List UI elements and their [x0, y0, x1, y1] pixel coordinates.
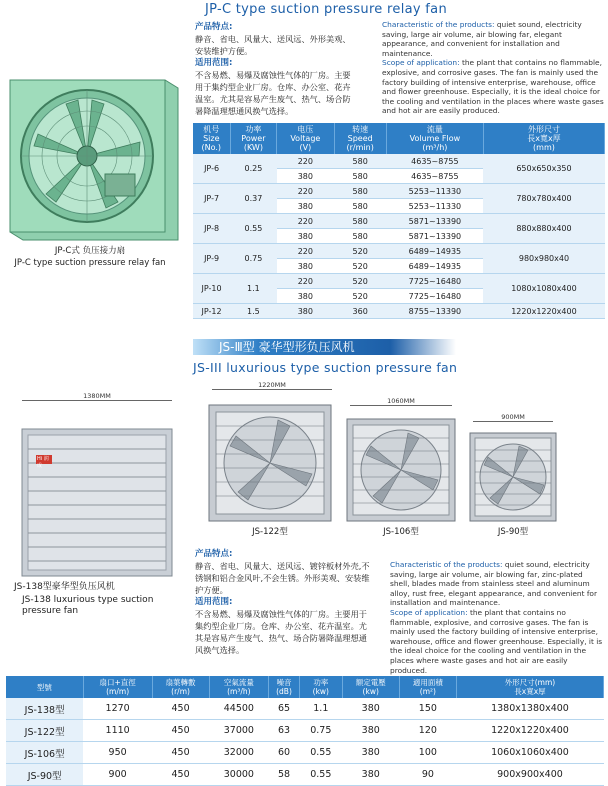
jp-speed-cell: 580 [334, 214, 386, 229]
js-90-label: JS-90型 [497, 527, 529, 537]
table-row [193, 184, 605, 199]
jp-size-cell: JP-7 [193, 184, 230, 214]
table-row [193, 304, 605, 319]
jp-en-app-head: Scope of application: [382, 58, 460, 68]
js-en-feat-head: Characteristic of the products: [390, 560, 503, 569]
js-table-cell: 150 [399, 698, 456, 720]
jp-voltage-cell: 220 [277, 214, 334, 229]
jp-en-feat-head: Characteristic of the products: [382, 20, 495, 29]
js-caption-cn: JS-138型豪华型负压风机 [14, 582, 115, 592]
table-row [6, 720, 604, 742]
jp-size-cell: JP-6 [193, 154, 230, 184]
jp-power-cell: 0.55 [230, 214, 277, 244]
js-table-header: 扇口+直徑 (m/m) [83, 676, 152, 698]
js-banner-text: JS-Ⅲ型 豪华型形负压风机 [219, 340, 355, 354]
js-table-cell: JS-138型 [6, 698, 83, 720]
jp-power-cell: 0.37 [230, 184, 277, 214]
jp-table-header: 电压 Voltage (V) [277, 123, 334, 154]
js-table-header: 功率 (kw) [299, 676, 342, 698]
js-table-cell: 90 [399, 764, 456, 786]
jp-voltage-cell: 380 [277, 199, 334, 214]
jp-size-cell: JP-10 [193, 274, 230, 304]
js-table-cell: 950 [83, 742, 152, 764]
js-table-cell: 1110 [83, 720, 152, 742]
jp-caption-cn: JP-C式 负压接力扇 [54, 246, 126, 256]
js-table-cell: 1.1 [299, 698, 342, 720]
jp-en-app: the plant that contains no flammable, explosive, and corrosive gases. The fan is mainly used the factory building of intensive enterprise, warehouse, office and flower greenhouse. Especially, it is the ideal choice for the cooling and ventilation in the places where waste gases and hot air are easily produced. [382, 58, 604, 116]
jp-dims-cell: 650x650x350 [483, 154, 604, 184]
jp-cn-app: 不含易燃、易爆及腐蚀性气体的厂房。主要用于集约型企业厂房。仓库、办公室、花卉温室。尤其是容易产生废气、热气、场合防暑降温理想通风换气选择。 [195, 70, 351, 116]
js-table-header: 空氣流量 (m³/h) [209, 676, 268, 698]
jp-speed-cell: 580 [334, 169, 386, 184]
jp-cn-block [195, 21, 357, 117]
js-en-app-head: Scope of application: [390, 607, 468, 617]
table-row [193, 274, 605, 289]
js-caption-en: JS-138 luxurious type suction pressure fan [22, 595, 154, 616]
jp-size-cell: JP-9 [193, 244, 230, 274]
js-table-header: 噪音 (dB) [269, 676, 300, 698]
js-138-image [20, 425, 174, 578]
js-90-dim: 900MM [473, 413, 553, 422]
js-90-image [469, 432, 557, 522]
js-table-cell: 120 [399, 720, 456, 742]
jp-flow-cell: 4635~8755 [386, 169, 483, 184]
js-table-header: 外形尺寸(mm) 長x寬x厚 [456, 676, 603, 698]
jp-speed-cell: 580 [334, 184, 386, 199]
js-table-cell: 380 [342, 764, 399, 786]
js-table-cell: 63 [269, 720, 300, 742]
js-table-cell: 1270 [83, 698, 152, 720]
js-table-cell: 450 [152, 720, 209, 742]
js-table-cell: 30000 [209, 764, 268, 786]
js-table-cell: 450 [152, 742, 209, 764]
js-table-header: 額定電壓 (kw) [342, 676, 399, 698]
jp-voltage-cell: 380 [277, 259, 334, 274]
jp-voltage-cell: 380 [277, 169, 334, 184]
js-cn-feat-head: 产品特点: [195, 549, 233, 559]
jp-flow-cell: 5871~13390 [386, 214, 483, 229]
jp-speed-cell: 580 [334, 154, 386, 169]
js-en-app: the plant that contains no flammable, explosive, and corrosive gases. The fan is mainly used the factory building of intensive enterprise, warehouse, office and flower greenhouse. Especially, it is the ideal choice for the cooling and ventilation in the places where waste gases and hot air are easily produced. [390, 607, 603, 675]
jp-voltage-cell: 380 [277, 304, 334, 319]
jp-en-feat: quiet sound, electricity saving, large air volume, air blowing far, elegant appearance, and convenient for installation and maintenance. [382, 20, 582, 58]
js-title: JS-III luxurious type suction pressure fan [193, 360, 458, 375]
js-table-cell: 380 [342, 698, 399, 720]
jp-power-cell: 0.25 [230, 154, 277, 184]
jp-flow-cell: 5253~11330 [386, 199, 483, 214]
jp-power-cell: 1.1 [230, 274, 277, 304]
jp-flow-cell: 7725~16480 [386, 274, 483, 289]
jp-voltage-cell: 220 [277, 244, 334, 259]
js-table-cell: 900 [83, 764, 152, 786]
js-122-dim: 1220MM [212, 381, 332, 390]
jp-spec-table [193, 123, 605, 319]
js-table-cell: 450 [152, 764, 209, 786]
js-brand: Hi 润成 [37, 456, 49, 469]
js-122-image [208, 404, 332, 522]
jp-table-header: 转速 Speed (r/min) [334, 123, 386, 154]
table-row [193, 214, 605, 229]
jp-caption-en: JP-C type suction pressure relay fan [14, 258, 166, 268]
js-table-cell: 380 [342, 742, 399, 764]
js-table-cell: JS-90型 [6, 764, 83, 786]
js-cn-app-head: 适用范围: [195, 597, 233, 607]
table-row [193, 154, 605, 169]
js-cn-app: 不含易燃、易爆及腐蚀性气体的厂房。主要用于集约型企业厂房。仓库、办公室、花卉温室。尤其是容易产生废气、热气、场合防暑降温理想通风换气选择。 [195, 609, 367, 655]
table-row [193, 244, 605, 259]
jp-cn-feat-head: 产品特点: [195, 22, 233, 32]
jp-fan-image [0, 76, 180, 244]
jp-voltage-cell: 220 [277, 274, 334, 289]
jp-en-block [382, 20, 604, 116]
jp-flow-cell: 4635~8755 [386, 154, 483, 169]
jp-size-cell: JP-8 [193, 214, 230, 244]
jp-speed-cell: 520 [334, 274, 386, 289]
js-en-feat: quiet sound, electricity saving, large air volume, air blowing far, zinc-plated shell, blades made from stainless steel and aluminum alloy, rust free, elegant appearance, and convenient for installation and maintenance. [390, 560, 597, 608]
jp-flow-cell: 5871~13390 [386, 229, 483, 244]
table-row [6, 742, 604, 764]
jp-power-cell: 1.5 [230, 304, 277, 319]
js-cn-feat: 静音、省电、风量大、送风远、镀锌板材外壳,不锈钢和铝合金风叶,不会生锈。外形美观、安装维护方便。 [195, 561, 370, 595]
js-table-cell: 60 [269, 742, 300, 764]
js-table-header: 型號 [6, 676, 83, 698]
jp-flow-cell: 6489~14935 [386, 244, 483, 259]
js-table-header: 適用面積 (m²) [399, 676, 456, 698]
js-table-cell: 32000 [209, 742, 268, 764]
jp-dims-cell: 1220x1220x400 [483, 304, 604, 319]
js-table-cell: JS-106型 [6, 742, 83, 764]
js-table-cell: JS-122型 [6, 720, 83, 742]
js-cn-block [195, 548, 375, 656]
jp-dims-cell: 880x880x400 [483, 214, 604, 244]
js-table-cell: 0.75 [299, 720, 342, 742]
jp-voltage-cell: 220 [277, 154, 334, 169]
js-table-cell: 65 [269, 698, 300, 720]
js-table-cell: 58 [269, 764, 300, 786]
jp-table-header: 流量 Volume Flow (m³/h) [386, 123, 483, 154]
jp-table-header: 功率 Power (KW) [230, 123, 277, 154]
jp-speed-cell: 580 [334, 199, 386, 214]
js-banner [193, 339, 456, 355]
jp-speed-cell: 520 [334, 259, 386, 274]
jp-size-cell: JP-12 [193, 304, 230, 319]
table-row [6, 764, 604, 786]
jp-cn-feat: 静音、省电、风量大、送风远、外形美观、安装维护方便。 [195, 34, 351, 56]
js-table-cell: 380 [342, 720, 399, 742]
jp-title: JP-C type suction pressure relay fan [205, 2, 447, 17]
js-spec-table [6, 676, 604, 786]
jp-speed-cell: 520 [334, 289, 386, 304]
js-106-image [346, 418, 456, 522]
js-table-cell: 900x900x400 [456, 764, 603, 786]
jp-speed-cell: 360 [334, 304, 386, 319]
js-table-cell: 1220x1220x400 [456, 720, 603, 742]
jp-flow-cell: 7725~16480 [386, 289, 483, 304]
js-en-block [390, 560, 604, 675]
jp-speed-cell: 580 [334, 229, 386, 244]
jp-table-header: 外形尺寸 長x寬x厚 (mm) [483, 123, 604, 154]
js-table-cell: 100 [399, 742, 456, 764]
js-table-cell: 450 [152, 698, 209, 720]
js-table-cell: 44500 [209, 698, 268, 720]
js-table-cell: 0.55 [299, 742, 342, 764]
jp-table-header: 机号 Size (No.) [193, 123, 230, 154]
jp-voltage-cell: 380 [277, 289, 334, 304]
jp-voltage-cell: 380 [277, 229, 334, 244]
jp-flow-cell: 8755~13390 [386, 304, 483, 319]
js-106-dim: 1060MM [350, 397, 452, 406]
js-table-cell: 0.55 [299, 764, 342, 786]
jp-cn-app-head: 适用范围: [195, 58, 233, 68]
jp-flow-cell: 6489~14935 [386, 259, 483, 274]
jp-dims-cell: 780x780x400 [483, 184, 604, 214]
jp-voltage-cell: 220 [277, 184, 334, 199]
jp-power-cell: 0.75 [230, 244, 277, 274]
js-138-dim: 1380MM [22, 392, 172, 401]
jp-speed-cell: 520 [334, 244, 386, 259]
js-table-cell: 37000 [209, 720, 268, 742]
jp-flow-cell: 5253~11330 [386, 184, 483, 199]
jp-dims-cell: 980x980x40 [483, 244, 604, 274]
table-row [6, 698, 604, 720]
js-table-cell: 1380x1380x400 [456, 698, 603, 720]
js-table-cell: 1060x1060x400 [456, 742, 603, 764]
js-106-label: JS-106型 [383, 527, 419, 537]
jp-dims-cell: 1080x1080x400 [483, 274, 604, 304]
js-122-label: JS-122型 [252, 527, 288, 537]
js-table-header: 扇葉轉數 (r/m) [152, 676, 209, 698]
